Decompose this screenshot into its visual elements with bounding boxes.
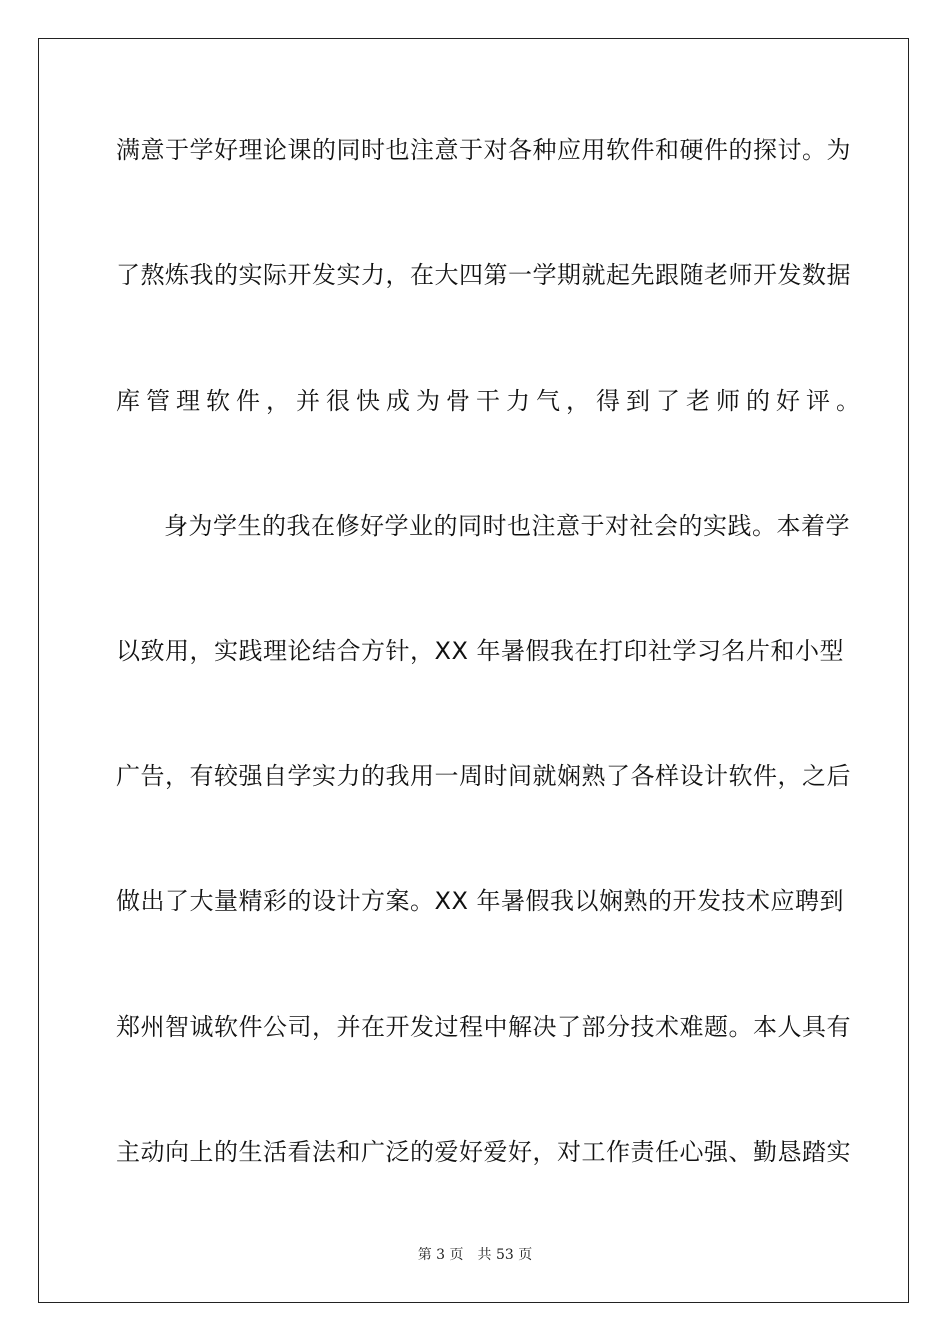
text-line-8: 郑州智诚软件公司，并在开发过程中解决了部分技术难题。本人具有 xyxy=(116,1013,851,1041)
text-line-7: 做出了大量精彩的设计方案。XX 年暑假我以娴熟的开发技术应聘到 xyxy=(116,887,845,915)
text-line-9: 主动向上的生活看法和广泛的爱好爱好，对工作责任心强、勤恳踏实 xyxy=(116,1138,851,1166)
text-line-5: 以致用，实践理论结合方针，XX 年暑假我在打印社学习名片和小型 xyxy=(116,637,845,665)
page-total: 共 53 页 xyxy=(477,1247,533,1263)
text-line-3: 库管理软件，并很快成为骨干力气，得到了老师的好评。 xyxy=(116,387,866,415)
page-footer xyxy=(0,1245,950,1265)
text-line-6: 广告，有较强自学实力的我用一周时间就娴熟了各样设计软件，之后 xyxy=(116,762,851,790)
text-line-1: 满意于学好理论课的同时也注意于对各种应用软件和硬件的探讨。为 xyxy=(116,136,851,164)
text-line-4: 身为学生的我在修好学业的同时也注意于对社会的实践。本着学 xyxy=(164,512,850,540)
text-line-2: 了熬炼我的实际开发实力，在大四第一学期就起先跟随老师开发数据 xyxy=(116,261,851,289)
page-number: 第 3 页 xyxy=(417,1247,464,1263)
